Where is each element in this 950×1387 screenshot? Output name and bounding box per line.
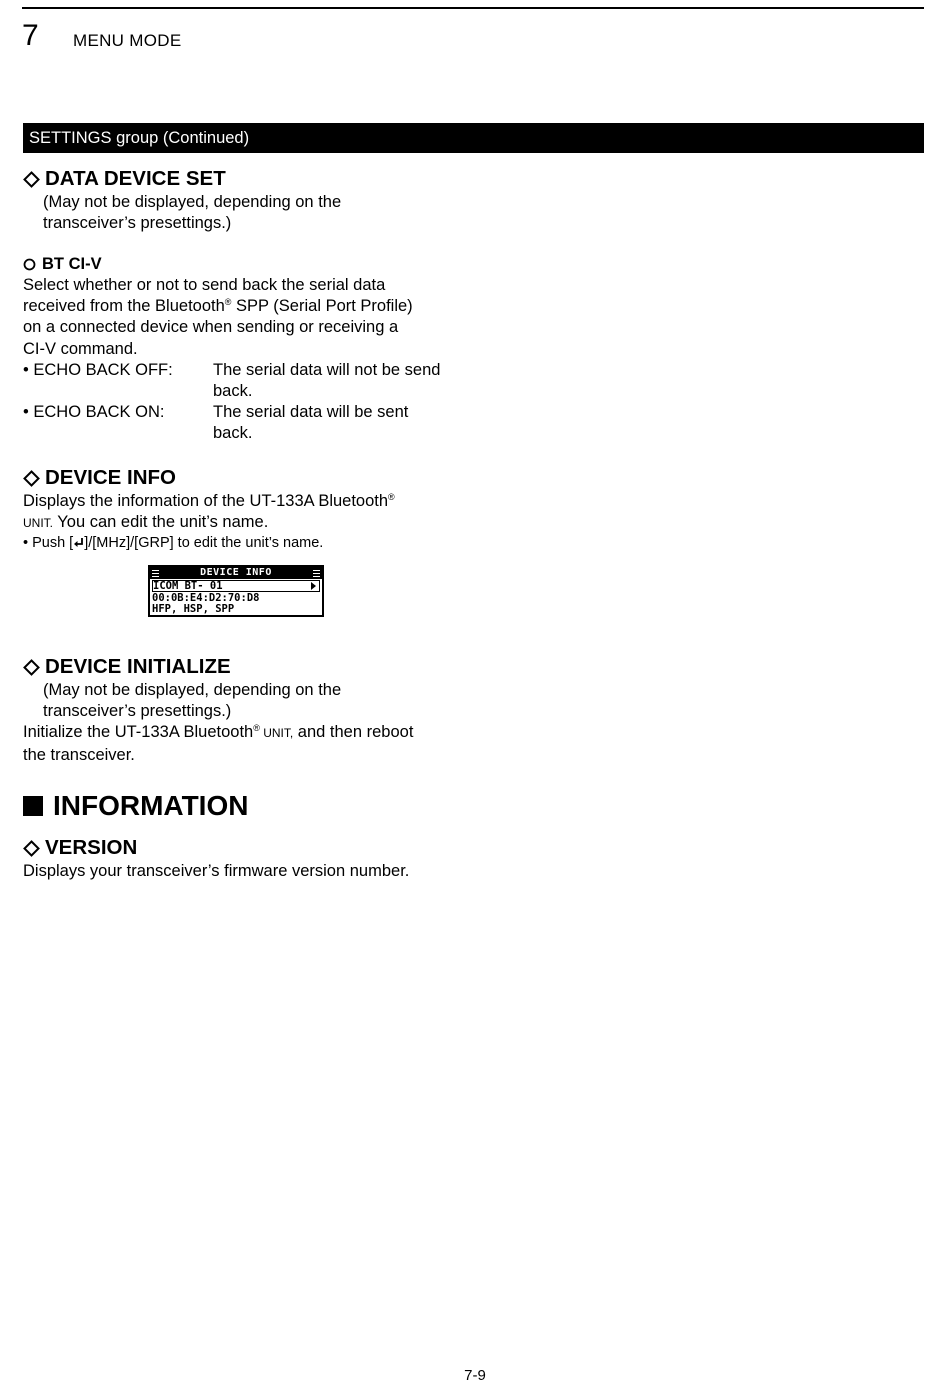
data-device-set-heading	[23, 166, 453, 192]
lcd-display	[148, 565, 324, 617]
push-instruction: • Push [ ]/[MHz]/[GRP] to edit the unit’s name.	[23, 535, 324, 552]
menu-lines-icon	[313, 568, 320, 577]
page-number: 7-9	[464, 1367, 486, 1384]
desc-line: UNIT. You can edit the unit’s name.	[23, 513, 269, 532]
information-heading	[23, 789, 248, 823]
diamond-icon	[23, 840, 40, 857]
lcd-device-name: ICOM BT- 01	[153, 580, 223, 592]
diamond-icon	[23, 171, 40, 188]
top-rule	[22, 7, 924, 9]
desc-line: the transceiver.	[23, 745, 135, 764]
option-echo-back-on	[23, 402, 453, 444]
data-device-set-section	[23, 166, 453, 234]
bt-civ-section	[23, 254, 453, 445]
desc-line: CI-V command.	[23, 339, 138, 358]
note-line: transceiver’s presettings.)	[43, 214, 232, 233]
diamond-icon	[23, 470, 40, 487]
group-bar: SETTINGS group (Continued)	[23, 123, 924, 153]
desc-line: received from the Bluetooth® SPP (Serial Port Profile)	[23, 297, 413, 316]
enter-key-icon	[73, 537, 84, 548]
lcd-title: DEVICE INFO	[200, 567, 272, 578]
registered-mark: ®	[388, 492, 395, 502]
heading-text: BT CI-V	[42, 255, 102, 273]
version-heading	[23, 835, 453, 861]
desc-line: Displays the information of the UT-133A Bluetooth®	[23, 492, 395, 510]
desc-line: Displays your transceiver’s firmware version number.	[23, 862, 410, 880]
device-initialize-section	[23, 654, 453, 766]
lcd-row: 00:0B:E4:D2:70:D8	[152, 592, 260, 604]
square-bullet-icon	[23, 796, 43, 816]
option-echo-back-off	[23, 360, 453, 402]
note-line: (May not be displayed, depending on the	[43, 193, 342, 211]
note-line: (May not be displayed, depending on the	[43, 681, 342, 699]
registered-mark: ®	[224, 297, 232, 308]
lcd-row: HFP, HSP, SPP	[152, 603, 235, 615]
circle-bullet-icon	[23, 258, 36, 271]
lcd-title-bar	[150, 567, 322, 579]
heading-text: DEVICE INITIALIZE	[45, 655, 231, 678]
unit-smallcaps: UNIT,	[259, 726, 294, 741]
note-line: transceiver’s presettings.)	[43, 702, 232, 721]
option-key: • ECHO BACK ON:	[23, 403, 165, 422]
option-key: • ECHO BACK OFF:	[23, 360, 173, 379]
desc-line: Select whether or not to send back the serial data	[23, 276, 386, 294]
device-initialize-heading	[23, 654, 453, 680]
diamond-icon	[23, 659, 40, 676]
device-info-section	[23, 465, 453, 553]
bt-civ-heading	[23, 254, 453, 275]
version-section	[23, 835, 453, 882]
arrow-right-icon	[311, 582, 316, 590]
lcd-row-selected	[152, 580, 320, 592]
device-info-heading	[23, 465, 453, 491]
option-value: The serial data will be sent back.	[213, 403, 409, 443]
heading-text: DEVICE INFO	[45, 466, 176, 489]
menu-lines-icon	[152, 568, 159, 577]
chapter-number: 7	[22, 19, 39, 52]
heading-text: DATA DEVICE SET	[45, 167, 226, 190]
desc-line: Initialize the UT-133A Bluetooth® UNIT, and then reboot	[23, 723, 414, 742]
unit-smallcaps: UNIT.	[23, 516, 53, 531]
option-value: The serial data will not be send back.	[213, 360, 441, 401]
heading-text: INFORMATION	[53, 790, 249, 821]
registered-mark: ®	[253, 723, 260, 734]
heading-text: VERSION	[45, 836, 138, 859]
desc-line: on a connected device when sending or receiving a	[23, 318, 399, 337]
chapter-title: MENU MODE	[73, 31, 182, 50]
